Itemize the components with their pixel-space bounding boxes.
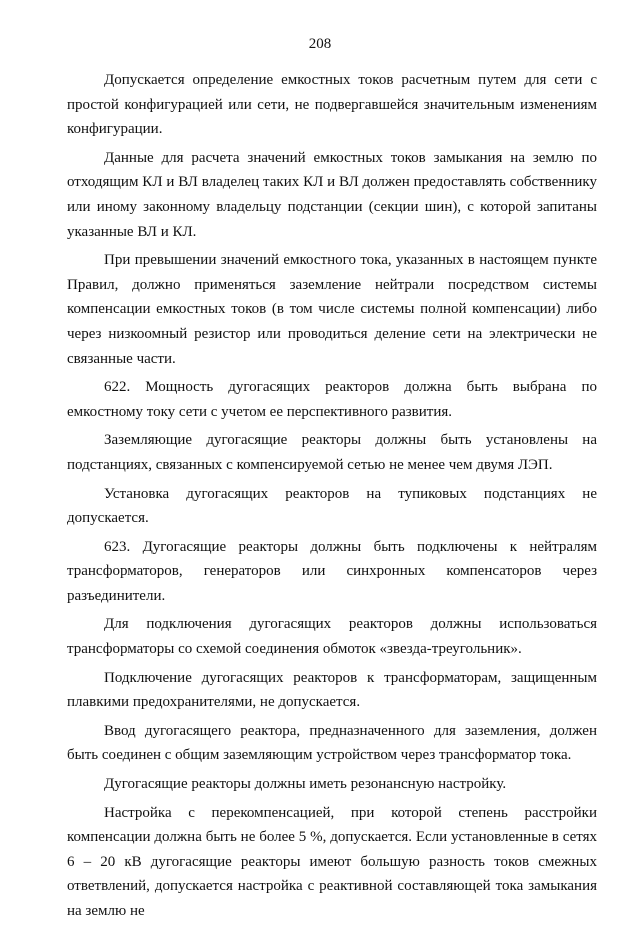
paragraph-item-623: 623. Дугогасящие реакторы должны быть подключены к нейтралям трансформаторов, генераторов или синхронных компенсаторов через разъединители. — [67, 538, 597, 604]
paragraph-star-delta-transformers: Для подключения дугогасящих реакторов должны использоваться трансформаторы со схемой соединения обмоток «звезда-треугольник». — [67, 616, 597, 658]
paragraph-capacitive-current-calculation: Допускается определение емкостных токов расчетным путем для сети с простой конфигурацией или сети, не подвергавшейся значительным изменениям конфигурации. — [67, 72, 597, 138]
page-number: 208 — [308, 36, 332, 52]
paragraph-fuse-protected-transformers: Подключение дугогасящих реакторов к трансформаторам, защищенным плавкими предохранителями, не допускается. — [67, 669, 597, 711]
paragraph-neutral-grounding: При превышении значений емкостного тока, указанных в настоящем пункте Правил, должно применяться заземление нейтрали посредством системы компенсации емкостных токов (в том числе системы полной компенсации) либо через низкоомный резистор или проводиться деление сети на электрически не связанные части. — [67, 252, 597, 367]
paragraph-resonant-tuning: Дугогасящие реакторы должны иметь резонансную настройку. — [104, 776, 507, 793]
paragraph-reactor-grounding-input: Ввод дугогасящего реактора, предназначенного для заземления, должен быть соединен с общим заземляющим устройством через трансформатор тока. — [67, 722, 597, 764]
paragraph-overcompensation: Настройка с перекомпенсацией, при которой степень расстройки компенсации должна быть не более 5 %, допускается. Если установленные в сетях 6 – 20 кВ дугогасящие реакторы имеют большую разность токов смежных ответвлений, допускается настройка с реактивной составляющей тока замыкания на землю не — [67, 804, 597, 919]
document-body — [67, 68, 597, 928]
paragraph-reactor-substations: Заземляющие дугогасящие реакторы должны быть установлены на подстанциях, связанных с компенсируемой сетью не менее чем двумя ЛЭП. — [67, 432, 597, 473]
paragraph-item-622: 622. Мощность дугогасящих реакторов должна быть выбрана по емкостному току сети с учетом ее перспективного развития. — [67, 379, 597, 420]
paragraph-line-data-provision: Данные для расчета значений емкостных токов замыкания на землю по отходящим КЛ и ВЛ владелец таких КЛ и ВЛ должен предоставлять собственнику или иному законному владельцу подстанции (секции шин), с которой запитаны указанные ВЛ и КЛ. — [67, 149, 597, 240]
paragraph-dead-end-substations: Установка дугогасящих реакторов на тупиковых подстанциях не допускается. — [67, 485, 597, 527]
